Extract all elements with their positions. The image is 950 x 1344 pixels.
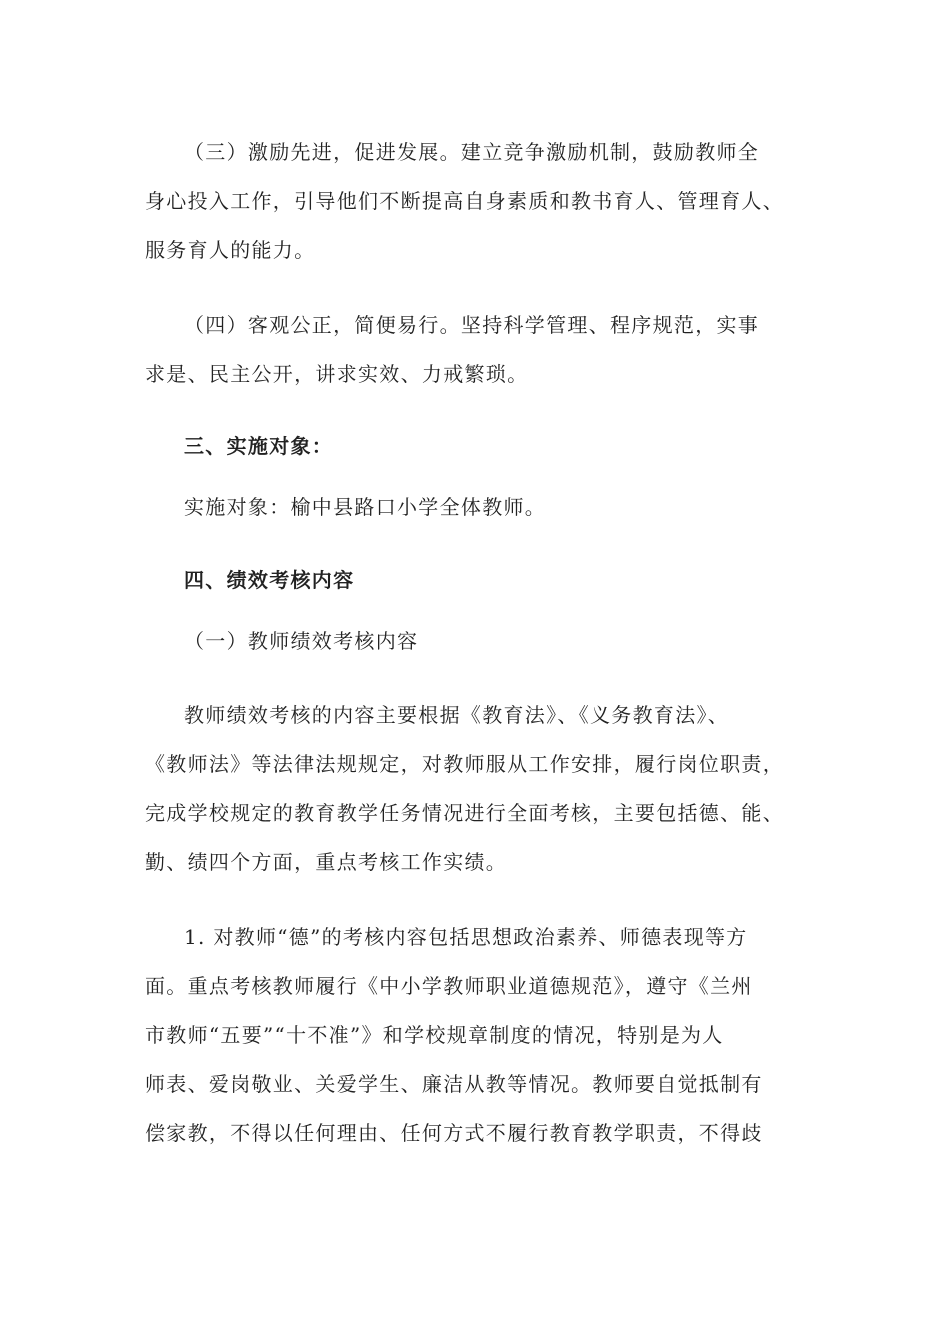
section-heading-assessment-content: 四、绩效考核内容	[184, 568, 355, 592]
item-1-line-1: 1. 对教师“德”的考核内容包括思想政治素养、师德表现等方	[184, 925, 748, 949]
item-1-line-4: 师表、爱岗敬业、关爱学生、廉洁从教等情况。教师要自觉抵制有	[145, 1072, 763, 1096]
assessment-paragraph-line-4: 勤、绩四个方面，重点考核工作实绩。	[145, 850, 508, 874]
section-heading-implementation-target: 三、实施对象：	[184, 434, 334, 458]
paragraph-4-line-1: （四）客观公正，简便易行。坚持科学管理、程序规范，实事	[184, 313, 760, 337]
item-1-line-2: 面。重点考核教师履行《中小学教师职业道德规范》，遵守《兰州	[145, 974, 753, 998]
implementation-target-text: 实施对象：榆中县路口小学全体教师。	[184, 495, 547, 519]
assessment-paragraph-line-3: 完成学校规定的教育教学任务情况进行全面考核，主要包括德、能、	[145, 801, 784, 825]
item-1-line-3: 市教师“五要”“十不准”》和学校规章制度的情况，特别是为人	[145, 1023, 724, 1047]
item-1-line-5: 偿家教，不得以任何理由、任何方式不履行教育教学职责，不得歧	[145, 1121, 763, 1145]
paragraph-3-line-2: 身心投入工作，引导他们不断提高自身素质和教书育人、管理育人、	[145, 189, 784, 213]
assessment-paragraph-line-2: 《教师法》等法律法规规定，对教师服从工作安排，履行岗位职责，	[145, 752, 784, 776]
paragraph-3-line-3: 服务育人的能力。	[145, 238, 316, 262]
subsection-teacher-assessment: （一）教师绩效考核内容	[184, 629, 419, 653]
paragraph-3-line-1: （三）激励先进，促进发展。建立竞争激励机制，鼓励教师全	[184, 140, 760, 164]
assessment-paragraph-line-1: 教师绩效考核的内容主要根据《教育法》、《义务教育法》、	[184, 703, 730, 727]
paragraph-4-line-2: 求是、民主公开，讲求实效、力戒繁琐。	[145, 362, 529, 386]
